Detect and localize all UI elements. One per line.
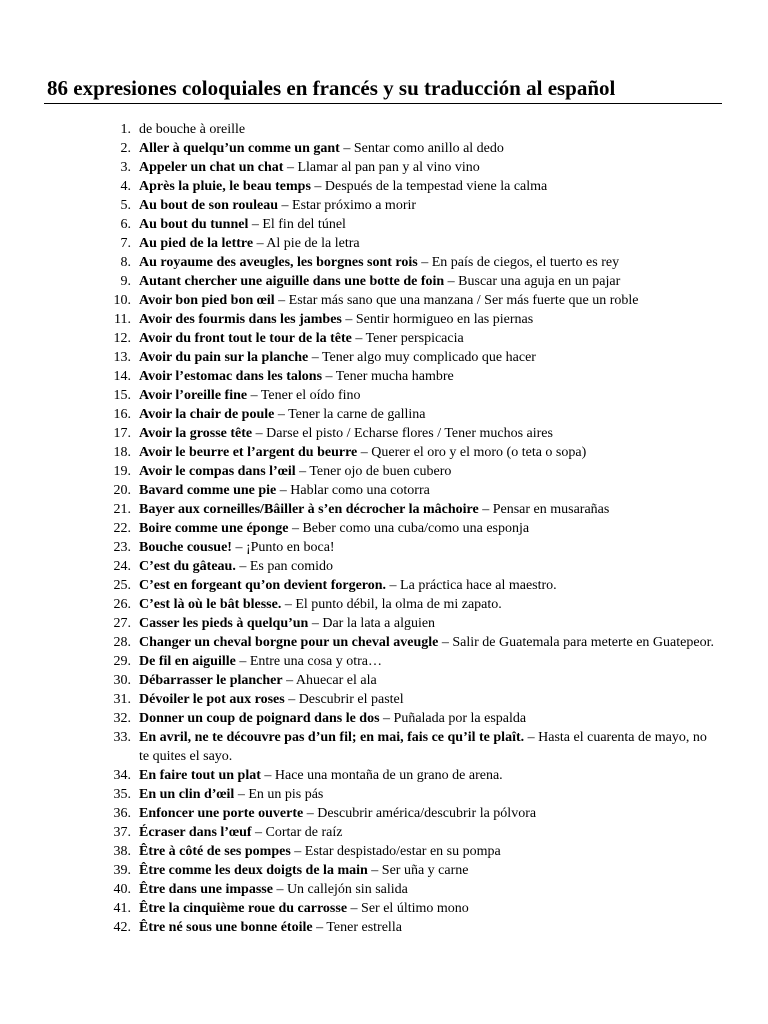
list-item-number: 5. xyxy=(120,198,131,213)
french-expression: Au pied de la lettre xyxy=(139,236,254,251)
list-item-number: 24. xyxy=(113,559,131,574)
list-item xyxy=(0,348,768,367)
french-expression: En avril, ne te découvre pas d’un fil; en mai, fais ce qu’il te plaît. xyxy=(139,730,525,745)
spanish-translation: – Buscar una aguja en un pajar xyxy=(444,274,621,289)
list-item-number: 26. xyxy=(113,597,131,612)
list-item xyxy=(0,158,768,177)
spanish-translation: – Después de la tempestad viene la calma xyxy=(310,179,548,194)
list-item xyxy=(0,899,768,918)
spanish-translation: – Sentar como anillo al dedo xyxy=(339,141,504,156)
spanish-translation: – Descubrir el pastel xyxy=(284,692,404,707)
french-expression: Avoir des fourmis dans les jambes xyxy=(139,312,342,327)
french-expression: C’est du gâteau. xyxy=(139,559,236,574)
french-expression: En faire tout un plat xyxy=(139,768,261,783)
list-item xyxy=(0,595,768,614)
expressions-list xyxy=(0,120,768,937)
list-item xyxy=(0,785,768,804)
spanish-translation: – Descubrir américa/descubrir la pólvora xyxy=(303,806,537,821)
spanish-translation: – El punto débil, la olma de mi zapato. xyxy=(281,597,502,612)
french-expression: Changer un cheval borgne pour un cheval aveugle xyxy=(139,635,439,650)
french-expression: Bavard comme une pie xyxy=(139,483,277,498)
list-item xyxy=(0,652,768,671)
french-expression: Donner un coup de poignard dans le dos xyxy=(139,711,380,726)
list-item-number: 32. xyxy=(113,711,131,726)
list-item xyxy=(0,310,768,329)
list-item xyxy=(0,386,768,405)
french-expression: Être à côté de ses pompes xyxy=(139,844,291,859)
list-item-number: 33. xyxy=(113,730,131,745)
list-item-number: 22. xyxy=(113,521,131,536)
list-item-number: 28. xyxy=(113,635,131,650)
french-expression: Être la cinquième roue du carrosse xyxy=(139,901,348,916)
list-item-number: 23. xyxy=(113,540,131,555)
list-item-number: 10. xyxy=(113,293,131,308)
list-item xyxy=(0,918,768,937)
list-item-number: 1. xyxy=(120,122,131,137)
spanish-translation: – Es pan comido xyxy=(235,559,334,574)
page-title: 86 expresiones coloquiales en francés y su traducción al español xyxy=(47,76,616,100)
spanish-translation: – Un callejón sin salida xyxy=(272,882,408,897)
french-expression: C’est là où le bât blesse. xyxy=(139,597,282,612)
list-item-number: 9. xyxy=(120,274,131,289)
spanish-translation: – En un pis pás xyxy=(234,787,324,802)
list-item xyxy=(0,519,768,538)
list-item xyxy=(0,538,768,557)
french-expression: Casser les pieds à quelqu’un xyxy=(139,616,309,631)
spanish-translation: – Tener mucha hambre xyxy=(322,369,454,384)
french-expression: C’est en forgeant qu’on devient forgeron. xyxy=(139,578,387,593)
list-item xyxy=(0,576,768,595)
french-expression: Avoir la grosse tête xyxy=(139,426,253,441)
spanish-translation: – ¡Punto en boca! xyxy=(231,540,335,555)
list-item xyxy=(0,823,768,842)
french-expression: Au bout du tunnel xyxy=(139,217,249,232)
spanish-translation: – Ser el último mono xyxy=(347,901,469,916)
spanish-translation: – Tener ojo de buen cubero xyxy=(295,464,452,479)
list-item-number: 8. xyxy=(120,255,131,270)
french-expression: Avoir le beurre et l’argent du beurre xyxy=(139,445,358,460)
french-expression: En un clin d’œil xyxy=(139,787,235,802)
french-expression: Être dans une impasse xyxy=(139,882,273,897)
list-item xyxy=(0,690,768,709)
list-item-number: 13. xyxy=(113,350,131,365)
list-item-number: 2. xyxy=(120,141,131,156)
spanish-translation: – Hasta el cuarenta de mayo, no te quites el sayo. xyxy=(139,730,707,764)
list-item xyxy=(0,253,768,272)
list-item xyxy=(0,861,768,880)
list-item xyxy=(0,196,768,215)
list-item-number: 30. xyxy=(113,673,131,688)
french-expression: Après la pluie, le beau temps xyxy=(139,179,311,194)
list-item xyxy=(0,443,768,462)
spanish-translation: – Tener la carne de gallina xyxy=(274,407,426,422)
list-item xyxy=(0,842,768,861)
french-expression: Enfoncer une porte ouverte xyxy=(139,806,304,821)
spanish-translation: – Darse el pisto / Echarse flores / Tener muchos aires xyxy=(252,426,553,441)
french-expression: Avoir l’oreille fine xyxy=(139,388,248,403)
list-item-number: 20. xyxy=(113,483,131,498)
french-expression: Avoir le compas dans l’œil xyxy=(139,464,296,479)
spanish-translation: de bouche à oreille xyxy=(139,122,246,137)
list-item-number: 34. xyxy=(113,768,131,783)
spanish-translation: – Dar la lata a alguien xyxy=(308,616,436,631)
list-item-number: 31. xyxy=(113,692,131,707)
french-expression: Aller à quelqu’un comme un gant xyxy=(139,141,340,156)
french-expression: Bouche cousue! xyxy=(139,540,232,555)
spanish-translation: – Estar más sano que una manzana / Ser más fuerte que un roble xyxy=(274,293,639,308)
spanish-translation: – Al pie de la letra xyxy=(253,236,360,251)
spanish-translation: – Puñalada por la espalda xyxy=(379,711,527,726)
list-item xyxy=(0,291,768,310)
french-expression: Avoir l’estomac dans les talons xyxy=(139,369,323,384)
list-item xyxy=(0,139,768,158)
list-item-number: 42. xyxy=(113,920,131,935)
list-item xyxy=(0,367,768,386)
french-expression: Au royaume des aveugles, les borgnes sont rois xyxy=(139,255,418,270)
list-item xyxy=(0,728,768,766)
list-item-number: 35. xyxy=(113,787,131,802)
list-item xyxy=(0,709,768,728)
spanish-translation: – Ahuecar el ala xyxy=(282,673,377,688)
list-item-number: 21. xyxy=(113,502,131,517)
french-expression: Écraser dans l’œuf xyxy=(139,825,252,840)
list-item-number: 18. xyxy=(113,445,131,460)
list-item-number: 40. xyxy=(113,882,131,897)
list-item-number: 29. xyxy=(113,654,131,669)
list-item-number: 39. xyxy=(113,863,131,878)
spanish-translation: – Tener algo muy complicado que hacer xyxy=(308,350,536,365)
spanish-translation: – Sentir hormigueo en las piernas xyxy=(341,312,534,327)
spanish-translation: – Beber como una cuba/como una esponja xyxy=(288,521,530,536)
list-item-number: 4. xyxy=(120,179,131,194)
title-underline xyxy=(44,103,722,104)
list-item-number: 16. xyxy=(113,407,131,422)
spanish-translation: – Estar próximo a morir xyxy=(278,198,417,213)
list-item xyxy=(0,215,768,234)
spanish-translation: – Tener estrella xyxy=(312,920,402,935)
list-item-number: 37. xyxy=(113,825,131,840)
spanish-translation: – Entre una cosa y otra… xyxy=(235,654,383,669)
list-item xyxy=(0,500,768,519)
french-expression: Être comme les deux doigts de la main xyxy=(139,863,368,878)
spanish-translation: – En país de ciegos, el tuerto es rey xyxy=(417,255,620,270)
list-item-number: 7. xyxy=(120,236,131,251)
french-expression: Au bout de son rouleau xyxy=(139,198,279,213)
spanish-translation: – El fin del túnel xyxy=(248,217,346,232)
list-item xyxy=(0,880,768,899)
list-item xyxy=(0,272,768,291)
french-expression: Dévoiler le pot aux roses xyxy=(139,692,285,707)
list-item xyxy=(0,671,768,690)
list-item xyxy=(0,405,768,424)
list-item xyxy=(0,424,768,443)
list-item-number: 27. xyxy=(113,616,131,631)
list-item xyxy=(0,804,768,823)
list-item-number: 11. xyxy=(114,312,131,327)
french-expression: Débarrasser le plancher xyxy=(139,673,283,688)
spanish-translation: – Llamar al pan pan y al vino vino xyxy=(283,160,480,175)
french-expression: Autant chercher une aiguille dans une botte de foin xyxy=(139,274,445,289)
list-item xyxy=(0,557,768,576)
list-item xyxy=(0,633,768,652)
spanish-translation: – Ser uña y carne xyxy=(367,863,469,878)
spanish-translation: – Cortar de raíz xyxy=(251,825,343,840)
spanish-translation: – Tener perspicacia xyxy=(351,331,464,346)
list-item-number: 36. xyxy=(113,806,131,821)
list-item-number: 17. xyxy=(113,426,131,441)
spanish-translation: – Hablar como una cotorra xyxy=(276,483,430,498)
list-item-number: 15. xyxy=(113,388,131,403)
spanish-translation: – Estar despistado/estar en su pompa xyxy=(290,844,501,859)
spanish-translation: – La práctica hace al maestro. xyxy=(386,578,557,593)
list-item-number: 19. xyxy=(113,464,131,479)
spanish-translation: – Tener el oído fino xyxy=(247,388,361,403)
french-expression: Avoir la chair de poule xyxy=(139,407,275,422)
spanish-translation: – Pensar en musarañas xyxy=(478,502,610,517)
list-item xyxy=(0,329,768,348)
list-item-number: 25. xyxy=(113,578,131,593)
french-expression: Avoir bon pied bon œil xyxy=(139,293,275,308)
list-item xyxy=(0,177,768,196)
list-item-number: 41. xyxy=(113,901,131,916)
french-expression: Appeler un chat un chat xyxy=(139,160,284,175)
french-expression: Avoir du front tout le tour de la tête xyxy=(139,331,352,346)
list-item xyxy=(0,614,768,633)
spanish-translation: – Querer el oro y el moro (o teta o sopa) xyxy=(357,445,587,460)
list-item xyxy=(0,481,768,500)
french-expression: Bayer aux corneilles/Bâiller à s’en décrocher la mâchoire xyxy=(139,502,479,517)
spanish-translation: – Hace una montaña de un grano de arena. xyxy=(260,768,503,783)
list-item-number: 14. xyxy=(113,369,131,384)
list-item xyxy=(0,234,768,253)
french-expression: Avoir du pain sur la planche xyxy=(139,350,309,365)
french-expression: Boire comme une éponge xyxy=(139,521,289,536)
list-item-number: 6. xyxy=(120,217,131,232)
list-item xyxy=(0,766,768,785)
list-item-number: 38. xyxy=(113,844,131,859)
french-expression: De fil en aiguille xyxy=(139,654,236,669)
list-item xyxy=(0,120,768,139)
list-item-number: 12. xyxy=(113,331,131,346)
spanish-translation: – Salir de Guatemala para meterte en Guatepeor. xyxy=(438,635,714,650)
list-item-number: 3. xyxy=(120,160,131,175)
list-item xyxy=(0,462,768,481)
french-expression: Être né sous une bonne étoile xyxy=(139,920,313,935)
